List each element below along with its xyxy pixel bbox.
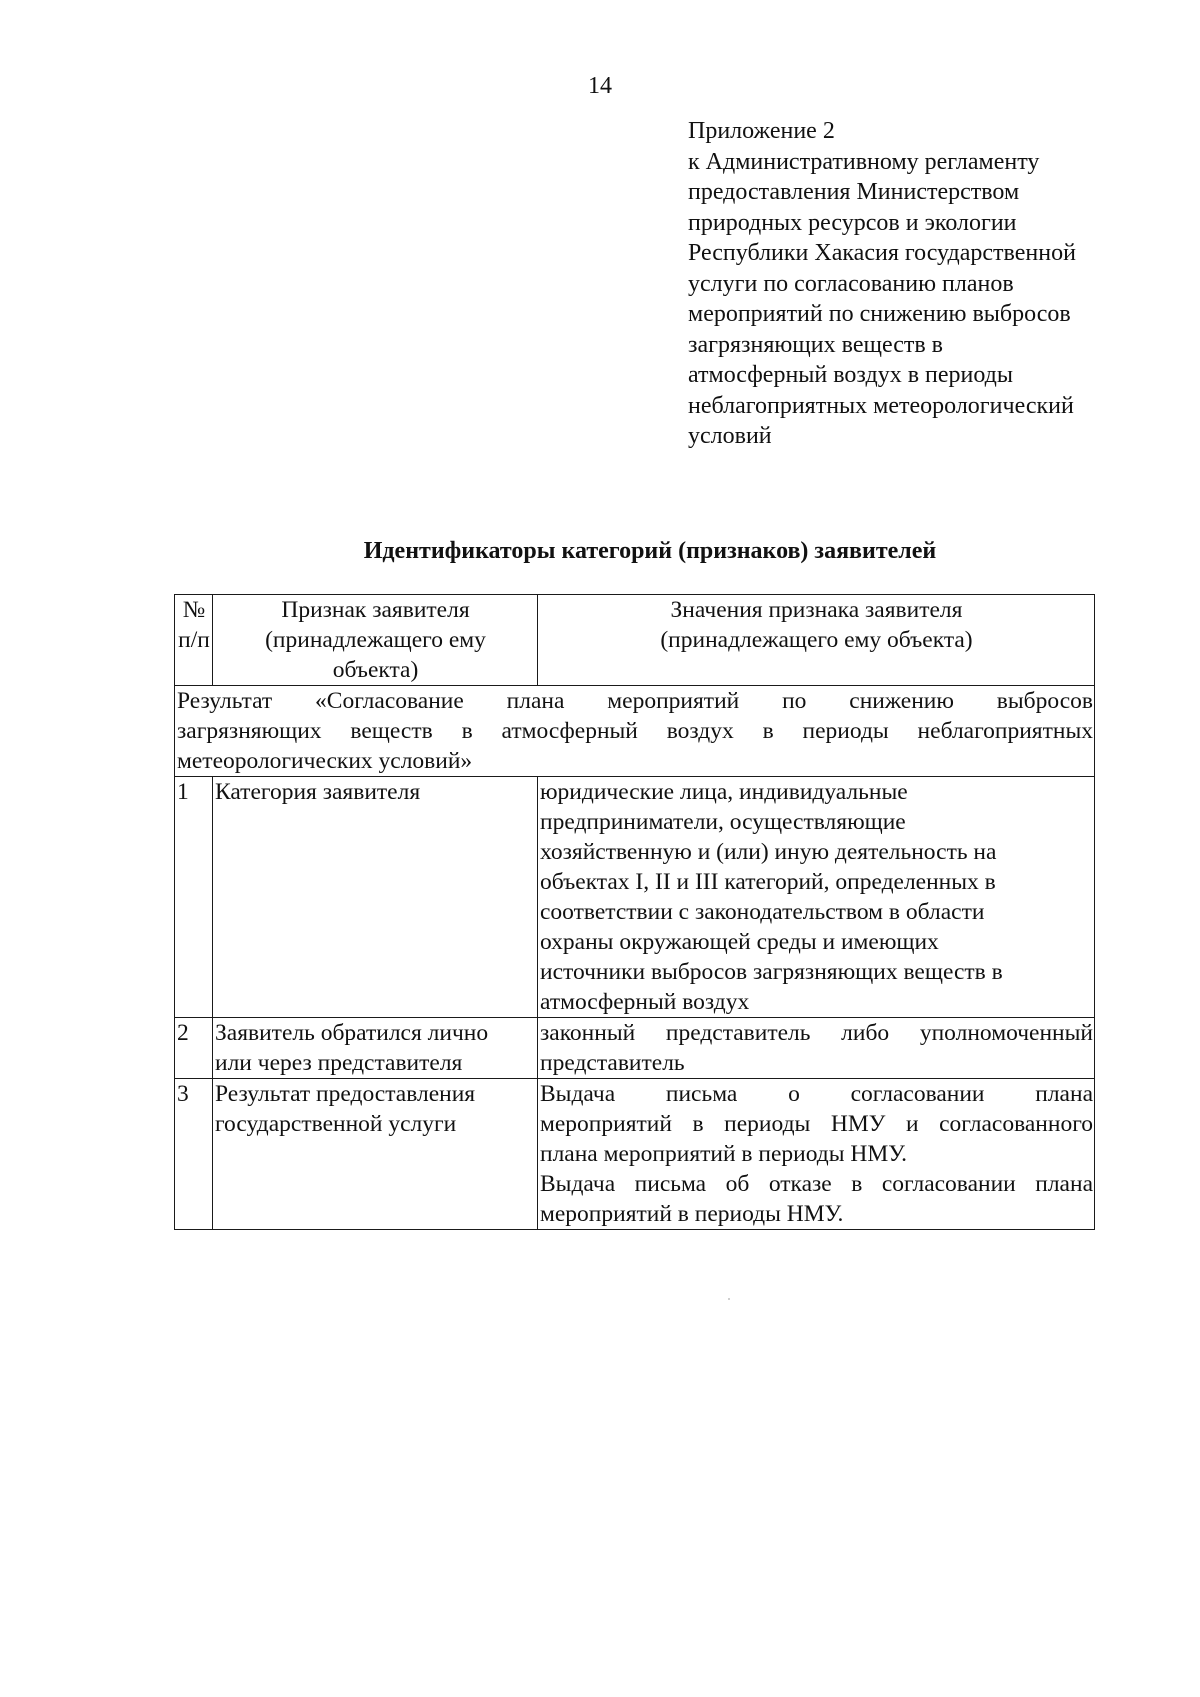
table-row	[175, 1079, 1095, 1230]
appendix-heading	[688, 116, 1168, 452]
applicant-identifiers-table	[174, 594, 1095, 1230]
header-cell-number	[175, 595, 213, 686]
table-row	[175, 777, 1095, 1018]
row-number: 2	[175, 1018, 213, 1079]
result-text-line: загрязняющих веществ в атмосферный воздух в периоды неблагоприятных	[177, 718, 1093, 744]
appendix-line: атмосферный воздух в периоды	[688, 362, 1014, 388]
appendix-line: услуги по согласованию планов	[688, 270, 1014, 297]
appendix-line: мероприятий по снижению выбросов	[688, 301, 1071, 327]
value-line: хозяйственную и (или) иную деятельность на	[540, 839, 997, 865]
value-line: представитель	[540, 1050, 685, 1076]
value-line: Выдача письма о согласовании плана	[540, 1081, 1093, 1107]
value-line: источники выбросов загрязняющих веществ в	[540, 959, 1003, 985]
header-text: №	[182, 597, 206, 623]
row-number: 1	[175, 777, 213, 1018]
result-section-row	[175, 686, 1095, 777]
header-text: (принадлежащего ему объекта)	[660, 627, 973, 653]
value-line: объектах I, II и III категорий, определенных в	[540, 869, 996, 895]
header-text: п/п	[178, 627, 210, 653]
result-text-line: Результат «Согласование плана мероприятий по снижению выбросов	[177, 688, 1093, 714]
value-line: законный представитель либо уполномоченный	[540, 1020, 1093, 1046]
value-line: юридические лица, индивидуальные	[540, 779, 908, 805]
attribute-line: Заявитель обратился лично	[215, 1020, 489, 1046]
result-text-line: метеорологических условий»	[177, 748, 473, 774]
appendix-line: предоставления Министерством	[688, 179, 1020, 205]
row-value	[538, 1018, 1095, 1079]
value-line: мероприятий в периоды НМУ и согласованного	[540, 1111, 1093, 1137]
attribute-line: государственной услуги	[215, 1111, 457, 1137]
table-header-row	[175, 595, 1095, 686]
row-value	[538, 1079, 1095, 1230]
value-line: атмосферный воздух	[540, 989, 750, 1015]
appendix-line: загрязняющих веществ в	[688, 331, 944, 358]
value-line: соответствии с законодательством в области	[540, 899, 985, 925]
header-cell-value	[538, 595, 1095, 686]
row-attribute	[213, 1079, 538, 1230]
document-title: Идентификаторы категорий (признаков) заявителей	[363, 538, 937, 564]
value-line: Выдача письма об отказе в согласовании плана	[540, 1171, 1093, 1197]
header-cell-attribute	[213, 595, 538, 686]
row-number: 3	[175, 1079, 213, 1230]
scan-speck	[728, 1298, 730, 1300]
appendix-line: к Административному регламенту	[688, 148, 1040, 175]
header-text: объекта)	[332, 657, 419, 683]
appendix-line: Республики Хакасия государственной	[688, 240, 1076, 266]
header-text: Признак заявителя	[281, 597, 470, 623]
attribute-line: Категория заявителя	[215, 779, 421, 805]
value-line: плана мероприятий в периоды НМУ.	[540, 1141, 907, 1167]
value-line: предприниматели, осуществляющие	[540, 809, 906, 835]
row-attribute	[213, 1018, 538, 1079]
appendix-line: неблагоприятных метеорологический	[688, 392, 1074, 419]
appendix-line: природных ресурсов и экологии	[688, 209, 1017, 236]
table-row	[175, 1018, 1095, 1079]
attribute-line: или через представителя	[215, 1050, 463, 1076]
row-value	[538, 777, 1095, 1018]
header-text: (принадлежащего ему	[265, 627, 486, 653]
page-number: 14	[588, 73, 612, 99]
header-text: Значения признака заявителя	[670, 597, 963, 623]
appendix-line: Приложение 2	[688, 118, 835, 144]
appendix-line: условий	[688, 423, 772, 449]
value-line: мероприятий в периоды НМУ.	[540, 1201, 844, 1227]
attribute-line: Результат предоставления	[215, 1081, 476, 1107]
value-line: охраны окружающей среды и имеющих	[540, 929, 939, 955]
result-section-cell	[175, 686, 1095, 777]
row-attribute	[213, 777, 538, 1018]
